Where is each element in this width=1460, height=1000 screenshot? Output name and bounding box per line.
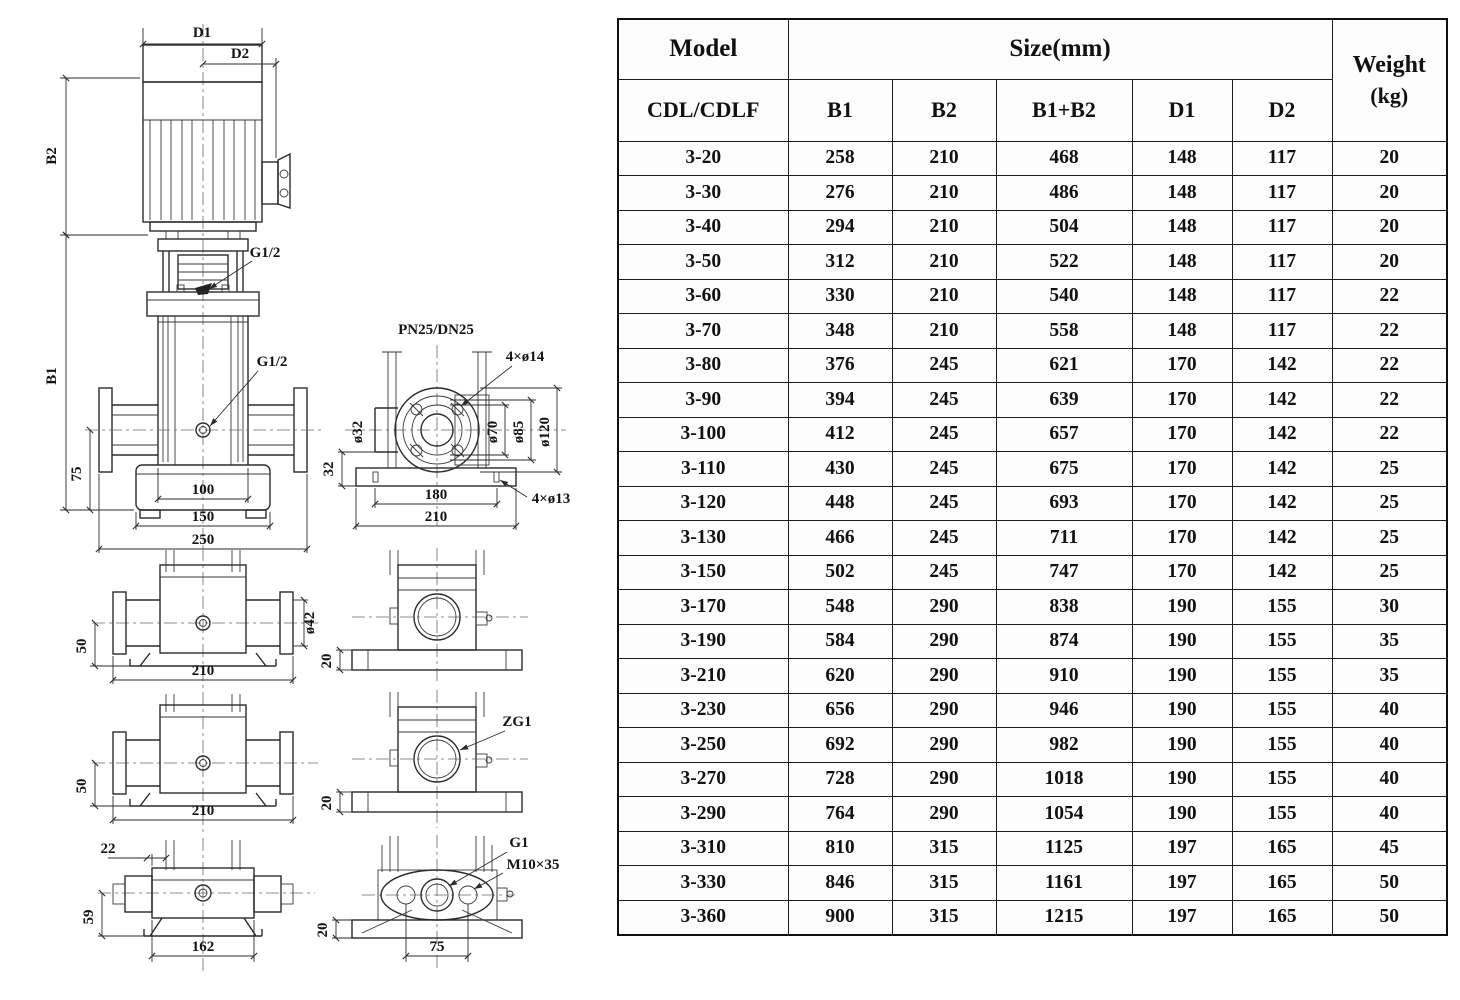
dim-d2-label: D2 [230, 46, 250, 62]
value-cell: 25 [1332, 452, 1447, 487]
value-cell: 142 [1232, 417, 1332, 452]
value-cell: 448 [788, 486, 892, 521]
value-cell: 170 [1132, 555, 1232, 590]
table-row [618, 659, 1447, 694]
value-cell: 190 [1132, 659, 1232, 694]
value-cell: 40 [1332, 762, 1447, 797]
dia-85-label: ø85 [511, 420, 527, 444]
value-cell: 197 [1132, 831, 1232, 866]
port-zg1-label: ZG1 [502, 714, 532, 730]
value-cell: 22 [1332, 314, 1447, 349]
value-cell: 197 [1132, 900, 1232, 935]
value-cell: 982 [996, 728, 1132, 763]
table-row [618, 900, 1447, 935]
value-cell: 548 [788, 590, 892, 625]
table-row [618, 210, 1447, 245]
dim-22-label: 22 [100, 841, 116, 857]
value-cell: 142 [1232, 452, 1332, 487]
port-g1-label: G1 [509, 835, 529, 851]
value-cell: 117 [1232, 245, 1332, 280]
value-cell: 656 [788, 693, 892, 728]
value-cell: 584 [788, 624, 892, 659]
dim-32-label: 32 [321, 461, 337, 477]
value-cell: 170 [1132, 417, 1232, 452]
table-row [618, 141, 1447, 176]
value-cell: 25 [1332, 555, 1447, 590]
model-cell: 3-360 [618, 900, 788, 935]
col-header-model: Model [618, 19, 788, 79]
value-cell: 692 [788, 728, 892, 763]
table-row [618, 762, 1447, 797]
dim-50-label-v2: 50 [74, 778, 90, 794]
table-row [618, 521, 1447, 556]
model-cell: 3-250 [618, 728, 788, 763]
bolt-m10-label: M10×35 [506, 857, 560, 873]
model-cell: 3-230 [618, 693, 788, 728]
table-row [618, 314, 1447, 349]
value-cell: 900 [788, 900, 892, 935]
col-header-model-series: CDL/CDLF [618, 79, 788, 141]
value-cell: 30 [1332, 590, 1447, 625]
value-cell: 190 [1132, 762, 1232, 797]
base-view-2 [74, 692, 318, 832]
model-cell: 3-110 [618, 452, 788, 487]
table-row [618, 693, 1447, 728]
table-body [618, 141, 1447, 935]
value-cell: 22 [1332, 279, 1447, 314]
value-cell: 117 [1232, 141, 1332, 176]
value-cell: 245 [892, 486, 996, 521]
value-cell: 639 [996, 383, 1132, 418]
value-cell: 148 [1132, 176, 1232, 211]
value-cell: 466 [788, 521, 892, 556]
dim-210-label-v1: 210 [191, 663, 215, 679]
flange-plan-view [321, 322, 570, 530]
value-cell: 117 [1232, 279, 1332, 314]
pump-technical-drawing [0, 0, 610, 1000]
value-cell: 312 [788, 245, 892, 280]
value-cell: 675 [996, 452, 1132, 487]
dim-59-label: 59 [81, 909, 97, 925]
value-cell: 468 [996, 141, 1132, 176]
value-cell: 20 [1332, 176, 1447, 211]
value-cell: 210 [892, 210, 996, 245]
model-cell: 3-80 [618, 348, 788, 383]
col-header-b1: B1 [788, 79, 892, 141]
value-cell: 290 [892, 624, 996, 659]
dim-210-label-v2: 210 [191, 803, 215, 819]
value-cell: 117 [1232, 176, 1332, 211]
value-cell: 1161 [996, 866, 1132, 901]
value-cell: 376 [788, 348, 892, 383]
value-cell: 148 [1132, 210, 1232, 245]
value-cell: 245 [892, 555, 996, 590]
value-cell: 290 [892, 728, 996, 763]
value-cell: 711 [996, 521, 1132, 556]
value-cell: 522 [996, 245, 1132, 280]
value-cell: 210 [892, 245, 996, 280]
model-cell: 3-90 [618, 383, 788, 418]
value-cell: 35 [1332, 624, 1447, 659]
value-cell: 210 [892, 141, 996, 176]
value-cell: 258 [788, 141, 892, 176]
col-header-b2: B2 [892, 79, 996, 141]
dim-50-label-v1: 50 [74, 638, 90, 654]
value-cell: 165 [1232, 831, 1332, 866]
value-cell: 747 [996, 555, 1132, 590]
motor [143, 45, 262, 222]
table-row [618, 486, 1447, 521]
value-cell: 170 [1132, 348, 1232, 383]
dim-d1-label: D1 [192, 25, 212, 41]
value-cell: 910 [996, 659, 1132, 694]
table-row [618, 279, 1447, 314]
value-cell: 946 [996, 693, 1132, 728]
value-cell: 1215 [996, 900, 1132, 935]
value-cell: 165 [1232, 900, 1332, 935]
value-cell: 657 [996, 417, 1132, 452]
value-cell: 170 [1132, 452, 1232, 487]
value-cell: 148 [1132, 141, 1232, 176]
value-cell: 290 [892, 590, 996, 625]
dim-162-label: 162 [191, 939, 215, 955]
model-cell: 3-40 [618, 210, 788, 245]
value-cell: 210 [892, 176, 996, 211]
model-cell: 3-130 [618, 521, 788, 556]
model-cell: 3-20 [618, 141, 788, 176]
model-cell: 3-50 [618, 245, 788, 280]
value-cell: 315 [892, 900, 996, 935]
value-cell: 558 [996, 314, 1132, 349]
dim-180-label: 180 [424, 487, 448, 503]
dia-120-label: ø120 [537, 417, 553, 447]
value-cell: 621 [996, 348, 1132, 383]
value-cell: 486 [996, 176, 1132, 211]
value-cell: 504 [996, 210, 1132, 245]
dim-100-label: 100 [191, 482, 215, 498]
table-row [618, 624, 1447, 659]
model-cell: 3-190 [618, 624, 788, 659]
value-cell: 245 [892, 417, 996, 452]
base-view-3 [81, 838, 315, 972]
dim-20-label-s2: 20 [319, 795, 335, 811]
pump-elevation-view [44, 24, 322, 553]
table-row [618, 348, 1447, 383]
value-cell: 170 [1132, 521, 1232, 556]
dia-32-label: ø32 [350, 420, 366, 444]
value-cell: 155 [1232, 693, 1332, 728]
weight-label-line2: (kg) [1370, 82, 1409, 108]
value-cell: 50 [1332, 900, 1447, 935]
model-cell: 3-270 [618, 762, 788, 797]
value-cell: 40 [1332, 693, 1447, 728]
model-cell: 3-30 [618, 176, 788, 211]
value-cell: 25 [1332, 521, 1447, 556]
value-cell: 22 [1332, 417, 1447, 452]
table-row [618, 383, 1447, 418]
value-cell: 693 [996, 486, 1132, 521]
value-cell: 155 [1232, 797, 1332, 832]
value-cell: 294 [788, 210, 892, 245]
value-cell: 142 [1232, 555, 1332, 590]
value-cell: 540 [996, 279, 1132, 314]
table-row [618, 728, 1447, 763]
value-cell: 1125 [996, 831, 1132, 866]
value-cell: 874 [996, 624, 1132, 659]
value-cell: 838 [996, 590, 1132, 625]
value-cell: 165 [1232, 866, 1332, 901]
value-cell: 142 [1232, 383, 1332, 418]
value-cell: 190 [1132, 590, 1232, 625]
dim-210-flange-label: 210 [424, 509, 448, 525]
model-cell: 3-330 [618, 866, 788, 901]
value-cell: 142 [1232, 486, 1332, 521]
model-cell: 3-170 [618, 590, 788, 625]
value-cell: 117 [1232, 210, 1332, 245]
value-cell: 20 [1332, 245, 1447, 280]
col-header-size-group: Size(mm) [788, 19, 1332, 79]
value-cell: 245 [892, 521, 996, 556]
col-header-weight [1332, 19, 1447, 141]
model-cell: 3-60 [618, 279, 788, 314]
weight-label-line1: Weight [1352, 52, 1426, 79]
value-cell: 20 [1332, 141, 1447, 176]
model-cell: 3-70 [618, 314, 788, 349]
value-cell: 315 [892, 831, 996, 866]
value-cell: 276 [788, 176, 892, 211]
table-row [618, 417, 1447, 452]
dim-75-base-label: 75 [429, 939, 445, 955]
value-cell: 846 [788, 866, 892, 901]
value-cell: 190 [1132, 728, 1232, 763]
value-cell: 330 [788, 279, 892, 314]
flange-rating-label: PN25/DN25 [398, 322, 474, 338]
model-cell: 3-150 [618, 555, 788, 590]
value-cell: 290 [892, 693, 996, 728]
dim-b2-label: B2 [44, 147, 60, 165]
table-row [618, 866, 1447, 901]
dim-20-label-s3: 20 [315, 922, 331, 938]
value-cell: 117 [1232, 314, 1332, 349]
base-view-1 [74, 548, 318, 688]
value-cell: 155 [1232, 659, 1332, 694]
value-cell: 190 [1132, 797, 1232, 832]
dim-b1-label: B1 [44, 367, 60, 385]
value-cell: 148 [1132, 314, 1232, 349]
value-cell: 412 [788, 417, 892, 452]
base-side-view-1 [319, 548, 528, 685]
value-cell: 155 [1232, 728, 1332, 763]
value-cell: 170 [1132, 486, 1232, 521]
value-cell: 190 [1132, 693, 1232, 728]
value-cell: 155 [1232, 762, 1332, 797]
value-cell: 245 [892, 383, 996, 418]
dim-250-label: 250 [191, 532, 215, 548]
table-row [618, 176, 1447, 211]
dia-70-label: ø70 [485, 420, 501, 444]
table-row [618, 452, 1447, 487]
value-cell: 290 [892, 659, 996, 694]
port-g12-drain-label: G1/2 [256, 354, 288, 370]
value-cell: 155 [1232, 624, 1332, 659]
dia-42-label: ø42 [302, 611, 318, 635]
value-cell: 197 [1132, 866, 1232, 901]
value-cell: 40 [1332, 728, 1447, 763]
dim-75-label: 75 [69, 466, 85, 482]
value-cell: 430 [788, 452, 892, 487]
value-cell: 210 [892, 314, 996, 349]
model-cell: 3-100 [618, 417, 788, 452]
model-cell: 3-210 [618, 659, 788, 694]
value-cell: 142 [1232, 348, 1332, 383]
col-header-d2: D2 [1232, 79, 1332, 141]
value-cell: 620 [788, 659, 892, 694]
value-cell: 245 [892, 348, 996, 383]
value-cell: 35 [1332, 659, 1447, 694]
value-cell: 155 [1232, 590, 1332, 625]
table-row [618, 245, 1447, 280]
value-cell: 148 [1132, 245, 1232, 280]
bolt-holes-13-label: 4×ø13 [531, 491, 571, 507]
dimension-table [617, 18, 1446, 935]
value-cell: 170 [1132, 383, 1232, 418]
value-cell: 394 [788, 383, 892, 418]
value-cell: 348 [788, 314, 892, 349]
value-cell: 25 [1332, 486, 1447, 521]
value-cell: 45 [1332, 831, 1447, 866]
base-side-view-2 [319, 690, 532, 828]
value-cell: 290 [892, 762, 996, 797]
value-cell: 810 [788, 831, 892, 866]
table-row [618, 831, 1447, 866]
dim-150-label: 150 [191, 509, 215, 525]
table-row [618, 555, 1447, 590]
model-cell: 3-290 [618, 797, 788, 832]
dim-20-label-s1: 20 [319, 653, 335, 669]
value-cell: 22 [1332, 383, 1447, 418]
base-side-view-3 [315, 835, 559, 968]
value-cell: 245 [892, 452, 996, 487]
table-row [618, 590, 1447, 625]
value-cell: 728 [788, 762, 892, 797]
col-header-b1b2: B1+B2 [996, 79, 1132, 141]
terminal-box [262, 154, 290, 208]
value-cell: 1018 [996, 762, 1132, 797]
value-cell: 502 [788, 555, 892, 590]
value-cell: 142 [1232, 521, 1332, 556]
model-cell: 3-310 [618, 831, 788, 866]
value-cell: 210 [892, 279, 996, 314]
table-row [618, 797, 1447, 832]
value-cell: 22 [1332, 348, 1447, 383]
value-cell: 1054 [996, 797, 1132, 832]
value-cell: 190 [1132, 624, 1232, 659]
model-cell: 3-120 [618, 486, 788, 521]
value-cell: 315 [892, 866, 996, 901]
value-cell: 20 [1332, 210, 1447, 245]
value-cell: 40 [1332, 797, 1447, 832]
port-g12-top-label: G1/2 [249, 245, 281, 261]
value-cell: 764 [788, 797, 892, 832]
value-cell: 148 [1132, 279, 1232, 314]
value-cell: 290 [892, 797, 996, 832]
bolt-holes-14-label: 4×ø14 [505, 349, 545, 365]
value-cell: 50 [1332, 866, 1447, 901]
col-header-d1: D1 [1132, 79, 1232, 141]
